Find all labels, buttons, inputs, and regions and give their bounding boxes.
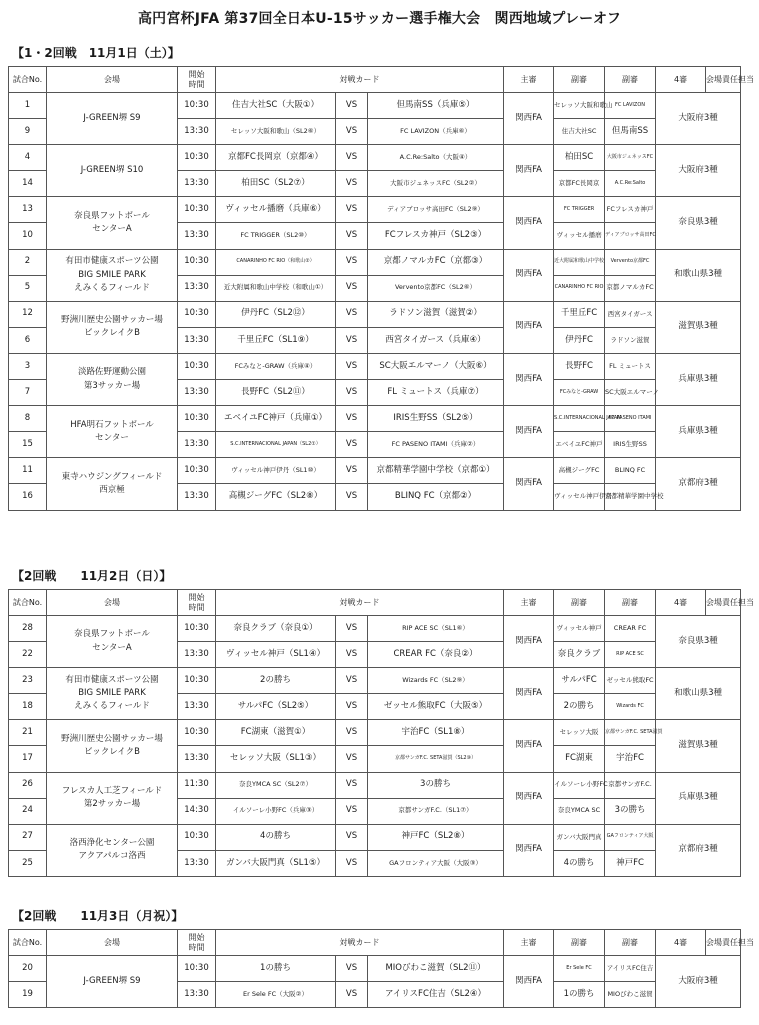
assistant-referee-2: 宇治FC	[605, 746, 656, 772]
assistant-referee-1: 柏田SC	[554, 145, 605, 171]
away-team: 京都サンガF.C. SETA滋賀（SL2⑩）	[368, 746, 504, 772]
header-ar2: 副審	[605, 930, 656, 956]
match-row	[9, 458, 741, 484]
assistant-referee-1: 京都FC長岡京	[554, 171, 605, 197]
away-team: FC LAVIZON（兵庫⑥）	[368, 119, 504, 145]
assistant-referee-1: セレッソ大阪和歌山	[554, 93, 605, 119]
vs-label: VS	[336, 275, 368, 301]
match-number: 15	[9, 432, 47, 458]
away-team: MIOびわこ滋賀（SL2⑪）	[368, 956, 504, 982]
assistant-referee-1: FCみなと-GRAW	[554, 380, 605, 406]
kickoff-time: 13:30	[178, 223, 216, 249]
header-ar1: 副審	[554, 930, 605, 956]
away-team: アイリスFC住吉（SL2④）	[368, 982, 504, 1008]
fourth-official: 奈良県3種	[656, 197, 741, 249]
match-row	[9, 616, 741, 642]
match-number: 14	[9, 171, 47, 197]
kickoff-time: 11:30	[178, 772, 216, 798]
venue-name: フレスカ人工芝フィールド 第2サッカー場	[47, 772, 178, 824]
referee: 関西FA	[504, 824, 554, 876]
vs-label: VS	[336, 223, 368, 249]
match-number: 27	[9, 824, 47, 850]
away-team: ゼッセル熊取FC（大阪⑤）	[368, 694, 504, 720]
match-number: 28	[9, 616, 47, 642]
match-number: 10	[9, 223, 47, 249]
match-row	[9, 93, 741, 119]
assistant-referee-1: エベイユFC神戸	[554, 432, 605, 458]
home-team: 伊丹FC（SL2⑫）	[216, 301, 336, 327]
assistant-referee-1: 4の勝ち	[554, 850, 605, 876]
kickoff-time: 13:30	[178, 694, 216, 720]
match-row	[9, 720, 741, 746]
match-number: 7	[9, 380, 47, 406]
home-team: 近大附属和歌山中学校（和歌山①）	[216, 275, 336, 301]
fourth-official: 和歌山県3種	[656, 668, 741, 720]
vs-label: VS	[336, 171, 368, 197]
referee: 関西FA	[504, 668, 554, 720]
referee: 関西FA	[504, 145, 554, 197]
away-team: ラドソン滋賀（滋賀②）	[368, 301, 504, 327]
page-title: 高円宮杯JFA 第37回全日本U-15サッカー選手権大会 関西地域プレーオフ	[137, 11, 622, 27]
assistant-referee-1: 奈良YMCA SC	[554, 798, 605, 824]
assistant-referee-2: A.C.Re:Salto	[605, 171, 656, 197]
assistant-referee-2: 3の勝ち	[605, 798, 656, 824]
referee: 関西FA	[504, 93, 554, 145]
header-no: 試合No.	[9, 67, 47, 93]
vs-label: VS	[336, 197, 368, 223]
referee: 関西FA	[504, 197, 554, 249]
vs-label: VS	[336, 746, 368, 772]
match-row	[9, 249, 741, 275]
assistant-referee-2: RIP ACE SC	[605, 642, 656, 668]
header-venue: 会場	[47, 930, 178, 956]
vs-label: VS	[336, 458, 368, 484]
vs-label: VS	[336, 249, 368, 275]
assistant-referee-1: Er Sele FC	[554, 956, 605, 982]
kickoff-time: 10:30	[178, 458, 216, 484]
assistant-referee-1: サルパFC	[554, 668, 605, 694]
fourth-official: 兵庫県3種	[656, 772, 741, 824]
match-row	[9, 145, 741, 171]
header-match: 対戦カード	[216, 67, 504, 93]
fourth-official: 大阪府3種	[656, 93, 741, 145]
home-team: 高槻ジーグFC（SL2⑧）	[216, 484, 336, 510]
kickoff-time: 13:30	[178, 484, 216, 510]
kickoff-time: 13:30	[178, 119, 216, 145]
home-team: イルソーレ小野FC（兵庫③）	[216, 798, 336, 824]
header-venue: 会場	[47, 67, 178, 93]
referee: 関西FA	[504, 353, 554, 405]
match-row	[9, 353, 741, 379]
header-fourth: 4審	[656, 590, 706, 616]
away-team: 神戸FC（SL2⑧）	[368, 824, 504, 850]
section-title: 【2回戦 11月3日（月祝）】	[12, 909, 184, 923]
kickoff-time: 10:30	[178, 301, 216, 327]
vs-label: VS	[336, 720, 368, 746]
kickoff-time: 10:30	[178, 406, 216, 432]
fourth-official: 京都府3種	[656, 458, 741, 510]
assistant-referee-2: GAフロンティア大阪	[605, 824, 656, 850]
fourth-official: 兵庫県3種	[656, 406, 741, 458]
away-team: 西宮タイガース（兵庫④）	[368, 327, 504, 353]
fourth-official: 滋賀県3種	[656, 720, 741, 772]
home-team: 京都FC長岡京（京都④）	[216, 145, 336, 171]
schedule-table	[8, 589, 755, 877]
venue-name: 有田市健康スポーツ公園 BIG SMILE PARK えみくるフィールド	[47, 668, 178, 720]
home-team: 長野FC（SL2⑪）	[216, 380, 336, 406]
match-number: 8	[9, 406, 47, 432]
match-number: 23	[9, 668, 47, 694]
home-team: FC TRIGGER（SL2⑩）	[216, 223, 336, 249]
assistant-referee-2: FC PASENO ITAMI	[605, 406, 656, 432]
kickoff-time: 10:30	[178, 93, 216, 119]
home-team: セレッソ大阪和歌山（SL2⑥）	[216, 119, 336, 145]
kickoff-time: 10:30	[178, 145, 216, 171]
vs-label: VS	[336, 616, 368, 642]
assistant-referee-2: ディアブロッサ高田FC	[605, 223, 656, 249]
assistant-referee-2: FCフレスカ神戸	[605, 197, 656, 223]
kickoff-time: 10:30	[178, 824, 216, 850]
schedule-table	[8, 929, 755, 1008]
assistant-referee-2: 京都サンガF.C.	[605, 772, 656, 798]
kickoff-time: 13:30	[178, 746, 216, 772]
assistant-referee-1: CANARINHO FC RIO	[554, 275, 605, 301]
away-team: 京都ノマルカFC（京都③）	[368, 249, 504, 275]
vs-label: VS	[336, 850, 368, 876]
match-number: 6	[9, 327, 47, 353]
vs-label: VS	[336, 484, 368, 510]
header-manager: 会場責任担当	[706, 930, 741, 956]
match-row	[9, 824, 741, 850]
venue-name: 東寺ハウジングフィールド 西京極	[47, 458, 178, 510]
home-team: 2の勝ち	[216, 668, 336, 694]
away-team: GAフロンティア大阪（大阪③）	[368, 850, 504, 876]
assistant-referee-1: FC湖東	[554, 746, 605, 772]
home-team: 奈良YMCA SC（SL2⑦）	[216, 772, 336, 798]
assistant-referee-2: 神戸FC	[605, 850, 656, 876]
assistant-referee-1: 近大附属和歌山中学校	[554, 249, 605, 275]
home-team: ヴィッセル神戸（SL1④）	[216, 642, 336, 668]
match-number: 5	[9, 275, 47, 301]
away-team: BLINQ FC（京都②）	[368, 484, 504, 510]
header-match: 対戦カード	[216, 930, 504, 956]
match-number: 22	[9, 642, 47, 668]
venue-name: HFA明石フットボール センター	[47, 406, 178, 458]
fourth-official: 奈良県3種	[656, 616, 741, 668]
header-ar2: 副審	[605, 590, 656, 616]
kickoff-time: 10:30	[178, 956, 216, 982]
assistant-referee-1: ヴィッセル神戸	[554, 616, 605, 642]
assistant-referee-1: ヴィッセル播磨	[554, 223, 605, 249]
match-number: 4	[9, 145, 47, 171]
header-no: 試合No.	[9, 590, 47, 616]
match-row	[9, 772, 741, 798]
match-number: 13	[9, 197, 47, 223]
away-team: 但馬南SS（兵庫⑤）	[368, 93, 504, 119]
home-team: S.C.INTERNACIONAL JAPAN（SL2①）	[216, 432, 336, 458]
assistant-referee-1: 千里丘FC	[554, 301, 605, 327]
away-team: IRIS生野SS（SL2⑤）	[368, 406, 504, 432]
home-team: 住吉大社SC（大阪①）	[216, 93, 336, 119]
away-team: FL ミュートス（兵庫⑦）	[368, 380, 504, 406]
fourth-official: 滋賀県3種	[656, 301, 741, 353]
header-fourth: 4審	[656, 930, 706, 956]
home-team: 4の勝ち	[216, 824, 336, 850]
fourth-official: 京都府3種	[656, 824, 741, 876]
assistant-referee-2: Vervento京都FC	[605, 249, 656, 275]
fourth-official: 大阪府3種	[656, 145, 741, 197]
kickoff-time: 14:30	[178, 798, 216, 824]
header-ar1: 副審	[554, 67, 605, 93]
kickoff-time: 13:30	[178, 275, 216, 301]
assistant-referee-2: Wizards FC	[605, 694, 656, 720]
vs-label: VS	[336, 353, 368, 379]
home-team: サルパFC（SL2⑤）	[216, 694, 336, 720]
header-referee: 主審	[504, 930, 554, 956]
fourth-official: 兵庫県3種	[656, 353, 741, 405]
away-team: 京都精華学園中学校（京都①）	[368, 458, 504, 484]
kickoff-time: 13:30	[178, 327, 216, 353]
assistant-referee-2: MIOびわこ滋賀	[605, 982, 656, 1008]
match-number: 16	[9, 484, 47, 510]
match-number: 1	[9, 93, 47, 119]
assistant-referee-2: 京都ノマルカFC	[605, 275, 656, 301]
away-team: Wizards FC（SL2⑨）	[368, 668, 504, 694]
header-manager: 会場責任担当	[706, 67, 741, 93]
home-team: Er Sele FC（大阪②）	[216, 982, 336, 1008]
match-number: 21	[9, 720, 47, 746]
assistant-referee-1: 2の勝ち	[554, 694, 605, 720]
match-row	[9, 956, 741, 982]
home-team: セレッソ大阪（SL1③）	[216, 746, 336, 772]
vs-label: VS	[336, 119, 368, 145]
match-row	[9, 668, 741, 694]
assistant-referee-2: 但馬南SS	[605, 119, 656, 145]
header-ar2: 副審	[605, 67, 656, 93]
vs-label: VS	[336, 406, 368, 432]
venue-name: 奈良県フットボール センターA	[47, 616, 178, 668]
match-number: 26	[9, 772, 47, 798]
away-team: FC PASENO ITAMI（兵庫②）	[368, 432, 504, 458]
vs-label: VS	[336, 93, 368, 119]
assistant-referee-1: 高槻ジーグFC	[554, 458, 605, 484]
home-team: 千里丘FC（SL1⑨）	[216, 327, 336, 353]
referee: 関西FA	[504, 301, 554, 353]
kickoff-time: 10:30	[178, 720, 216, 746]
header-match: 対戦カード	[216, 590, 504, 616]
header-time: 開始 時間	[178, 67, 216, 93]
away-team: FCフレスカ神戸（SL2③）	[368, 223, 504, 249]
referee: 関西FA	[504, 956, 554, 1008]
assistant-referee-1: セレッソ大阪	[554, 720, 605, 746]
assistant-referee-1: 住吉大社SC	[554, 119, 605, 145]
match-number: 25	[9, 850, 47, 876]
section-title: 【1・2回戦 11月1日（土）】	[12, 46, 180, 60]
home-team: ヴィッセル神戸伊丹（SL1⑩）	[216, 458, 336, 484]
venue-name: J-GREEN堺 S9	[47, 956, 178, 1008]
away-team: SC大阪エルマーノ（大阪⑥）	[368, 353, 504, 379]
assistant-referee-2: FC LAVIZON	[605, 93, 656, 119]
away-team: 宇治FC（SL1⑧）	[368, 720, 504, 746]
referee: 関西FA	[504, 458, 554, 510]
assistant-referee-1: ヴィッセル神戸伊丹	[554, 484, 605, 510]
kickoff-time: 13:30	[178, 982, 216, 1008]
referee: 関西FA	[504, 406, 554, 458]
header-time: 開始 時間	[178, 930, 216, 956]
assistant-referee-2: SC大阪エルマーノ	[605, 380, 656, 406]
away-team: 大阪市ジュネッスFC（SL2②）	[368, 171, 504, 197]
assistant-referee-2: 大阪市ジュネッスFC	[605, 145, 656, 171]
vs-label: VS	[336, 432, 368, 458]
match-number: 9	[9, 119, 47, 145]
kickoff-time: 13:30	[178, 642, 216, 668]
assistant-referee-2: CREAR FC	[605, 616, 656, 642]
venue-name: 野洲川歴史公園サッカー場 ビックレイクB	[47, 301, 178, 353]
assistant-referee-1: 長野FC	[554, 353, 605, 379]
kickoff-time: 10:30	[178, 353, 216, 379]
vs-label: VS	[336, 642, 368, 668]
away-team: CREAR FC（奈良②）	[368, 642, 504, 668]
vs-label: VS	[336, 145, 368, 171]
match-row	[9, 406, 741, 432]
venue-name: J-GREEN堺 S10	[47, 145, 178, 197]
away-team: 3の勝ち	[368, 772, 504, 798]
venue-name: 有田市健康スポーツ公園 BIG SMILE PARK えみくるフィールド	[47, 249, 178, 301]
fourth-official: 和歌山県3種	[656, 249, 741, 301]
assistant-referee-1: ガンバ大阪門真	[554, 824, 605, 850]
match-number: 18	[9, 694, 47, 720]
referee: 関西FA	[504, 772, 554, 824]
kickoff-time: 13:30	[178, 432, 216, 458]
assistant-referee-2: 京都精華学園中学校	[605, 484, 656, 510]
assistant-referee-1: 1の勝ち	[554, 982, 605, 1008]
assistant-referee-1: 奈良クラブ	[554, 642, 605, 668]
vs-label: VS	[336, 301, 368, 327]
away-team: 京都サンガF.C.（SL1⑦）	[368, 798, 504, 824]
match-number: 12	[9, 301, 47, 327]
kickoff-time: 10:30	[178, 668, 216, 694]
assistant-referee-1: 伊丹FC	[554, 327, 605, 353]
kickoff-time: 10:30	[178, 249, 216, 275]
assistant-referee-1: S.C.INTERNACIONAL JAPAN	[554, 406, 605, 432]
match-number: 24	[9, 798, 47, 824]
match-number: 3	[9, 353, 47, 379]
vs-label: VS	[336, 380, 368, 406]
match-row	[9, 301, 741, 327]
fourth-official: 大阪府3種	[656, 956, 741, 1008]
assistant-referee-2: アイリスFC住吉	[605, 956, 656, 982]
referee: 関西FA	[504, 616, 554, 668]
kickoff-time: 13:30	[178, 850, 216, 876]
kickoff-time: 10:30	[178, 197, 216, 223]
assistant-referee-2: 京都サンガF.C. SETA滋賀	[605, 720, 656, 746]
home-team: ガンバ大阪門真（SL1⑤）	[216, 850, 336, 876]
header-ar1: 副審	[554, 590, 605, 616]
home-team: 奈良クラブ（奈良①）	[216, 616, 336, 642]
kickoff-time: 10:30	[178, 616, 216, 642]
vs-label: VS	[336, 956, 368, 982]
header-referee: 主審	[504, 67, 554, 93]
assistant-referee-2: IRIS生野SS	[605, 432, 656, 458]
kickoff-time: 13:30	[178, 380, 216, 406]
assistant-referee-1: イルソーレ小野FC	[554, 772, 605, 798]
home-team: 柏田SC（SL2⑦）	[216, 171, 336, 197]
section-title: 【2回戦 11月2日（日）】	[12, 569, 172, 583]
away-team: ディアブロッサ高田FC（SL2⑨）	[368, 197, 504, 223]
match-number: 11	[9, 458, 47, 484]
home-team: 1の勝ち	[216, 956, 336, 982]
vs-label: VS	[336, 327, 368, 353]
venue-name: 野洲川歴史公園サッカー場 ビックレイクB	[47, 720, 178, 772]
venue-name: 淡路佐野運動公園 第3サッカー場	[47, 353, 178, 405]
header-fourth: 4審	[656, 67, 706, 93]
assistant-referee-2: ラドソン滋賀	[605, 327, 656, 353]
referee: 関西FA	[504, 720, 554, 772]
home-team: FC湖東（滋賀①）	[216, 720, 336, 746]
home-team: CANARINHO FC RIO（和歌山②）	[216, 249, 336, 275]
schedule-table	[8, 66, 755, 511]
match-number: 20	[9, 956, 47, 982]
away-team: RIP ACE SC（SL1⑥）	[368, 616, 504, 642]
match-row	[9, 197, 741, 223]
kickoff-time: 13:30	[178, 171, 216, 197]
home-team: エベイユFC神戸（兵庫①）	[216, 406, 336, 432]
match-number: 19	[9, 982, 47, 1008]
vs-label: VS	[336, 772, 368, 798]
referee: 関西FA	[504, 249, 554, 301]
vs-label: VS	[336, 824, 368, 850]
assistant-referee-2: 西宮タイガース	[605, 301, 656, 327]
header-referee: 主審	[504, 590, 554, 616]
venue-name: 奈良県フットボール センターA	[47, 197, 178, 249]
assistant-referee-2: ゼッセル熊取FC	[605, 668, 656, 694]
match-number: 2	[9, 249, 47, 275]
assistant-referee-2: FL ミュートス	[605, 353, 656, 379]
home-team: FCみなと-GRAW（兵庫④）	[216, 353, 336, 379]
header-venue: 会場	[47, 590, 178, 616]
vs-label: VS	[336, 798, 368, 824]
match-number: 17	[9, 746, 47, 772]
venue-name: 洛西浄化センター公園 アクアパルコ洛西	[47, 824, 178, 876]
home-team: ヴィッセル播磨（兵庫⑥）	[216, 197, 336, 223]
header-manager: 会場責任担当	[706, 590, 741, 616]
venue-name: J-GREEN堺 S9	[47, 93, 178, 145]
away-team: A.C.Re:Salto（大阪④）	[368, 145, 504, 171]
away-team: Vervento京都FC（SL2⑥）	[368, 275, 504, 301]
assistant-referee-2: BLINQ FC	[605, 458, 656, 484]
header-time: 開始 時間	[178, 590, 216, 616]
vs-label: VS	[336, 982, 368, 1008]
vs-label: VS	[336, 694, 368, 720]
assistant-referee-1: FC TRIGGER	[554, 197, 605, 223]
header-no: 試合No.	[9, 930, 47, 956]
vs-label: VS	[336, 668, 368, 694]
